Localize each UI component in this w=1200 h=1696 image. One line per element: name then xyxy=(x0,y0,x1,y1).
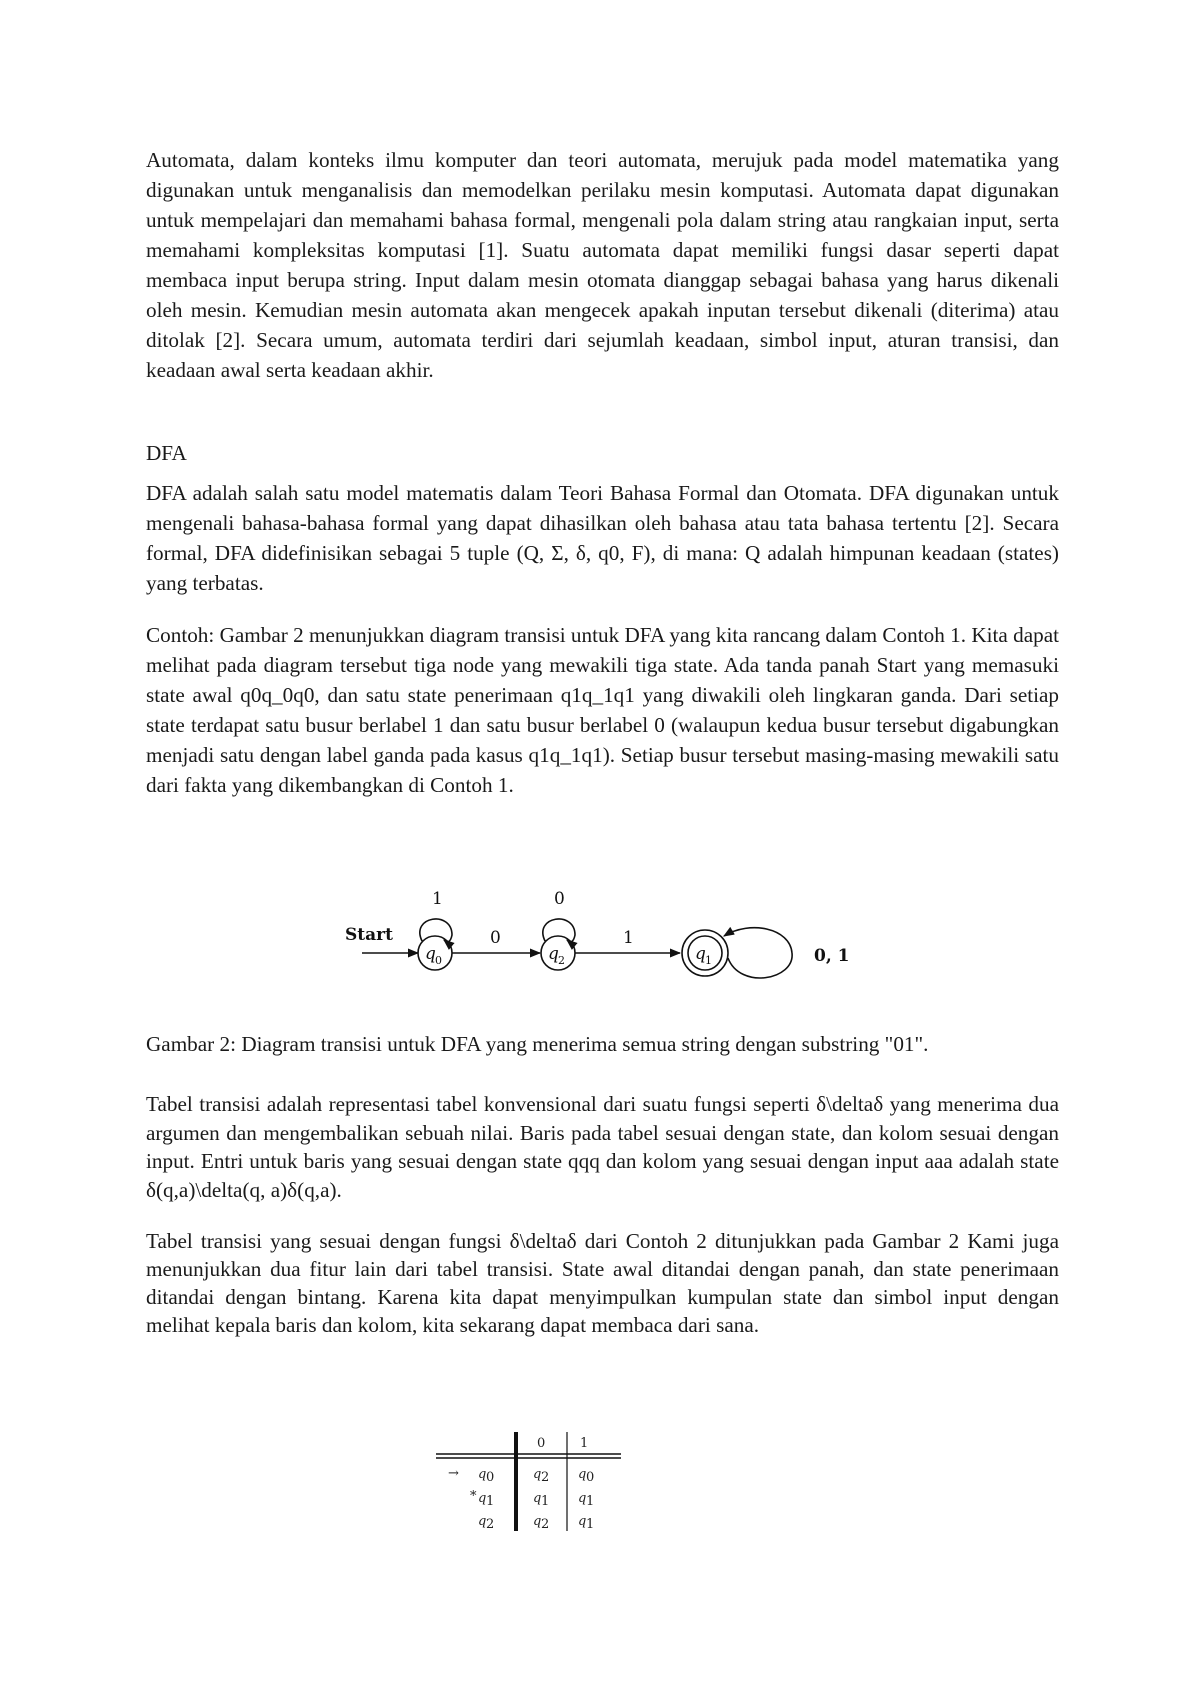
svg-text:2: 2 xyxy=(541,1470,550,1485)
transition-table xyxy=(436,1432,621,1532)
svg-text:q: q xyxy=(533,1514,542,1529)
loop-label-q2: 0 xyxy=(554,889,565,909)
svg-text:1: 1 xyxy=(705,954,712,967)
svg-text:q: q xyxy=(578,1467,587,1482)
svg-text:q: q xyxy=(478,1467,487,1482)
svg-text:q: q xyxy=(695,944,706,964)
column-header-0: 0 xyxy=(537,1436,546,1451)
example-paragraph: Contoh: Gambar 2 menunjukkan diagram transisi untuk DFA yang kita rancang dalam Contoh 1. Kita dapat melihat pada diagram tersebut tiga node yang mewakili tiga state. Ada tanda panah Start yang memasuki state awal q0q_0q0, dan satu state penerimaan q1q_1q1 yang diwakili oleh lingkaran ganda. Dari setiap state terdapat satu busur berlabel 1 dan satu busur berlabel 0 (walaupun kedua busur tersebut digabungkan menjadi satu dengan label ganda pada kasus q1q_1q1). Setiap busur tersebut masing-masing mewakili satu dari fakta yang dikembangkan di Contoh 1. xyxy=(146,623,1059,797)
start-marker: → xyxy=(448,1466,459,1481)
table-explanation-paragraph: Tabel transisi yang sesuai dengan fungsi δ\deltaδ dari Contoh 2 ditunjukkan pada Gambar 2 Kami juga menunjukkan dua fitur lain dari tabel transisi. State awal ditandai dengan panah, dan state penerimaan ditandai dengan bintang. Karena kita dapat menyimpulkan kumpulan state dan simbol input dengan melihat kepala baris dan kolom, kita sekarang dapat membaca dari sana. xyxy=(146,1229,1059,1337)
dfa-definition-paragraph: DFA adalah salah satu model matematis dalam Teori Bahasa Formal dan Otomata. DFA digunakan untuk mengenali bahasa-bahasa formal yang dapat dihasilkan oleh bahasa atau tata bahasa tertentu [2]. Secara formal, DFA didefinisikan sebagai 5 tuple (Q, Σ, δ, q0, F), di mana: Q adalah himpunan keadaan (states) yang terbatas. xyxy=(146,481,1059,595)
svg-text:q: q xyxy=(425,944,436,964)
intro-paragraph: Automata, dalam konteks ilmu komputer dan teori automata, merujuk pada model matematika yang digunakan untuk menganalisis dan memodelkan perilaku mesin komputasi. Automata dapat digunakan untuk mempelajari dan memahami bahasa formal, mengenali pola dalam string atau rangkaian input, serta memahami kompleksitas komputasi [1]. Suatu automata dapat memiliki fungsi dasar seperti dapat membaca input berupa string. Input dalam mesin otomata dianggap sebagai bahasa yang harus dikenali oleh mesin. Kemudian mesin automata akan mengecek apakah inputan tersebut dikenali (diterima) atau ditolak [2]. Secara umum, automata terdiri dari sejumlah keadaan, simbol input, aturan transisi, dan keadaan awal serta keadaan akhir. xyxy=(146,148,1059,382)
table-row xyxy=(470,1489,594,1509)
start-label: Start xyxy=(345,925,393,945)
state-q1-accepting xyxy=(682,930,728,976)
svg-text:q: q xyxy=(533,1467,542,1482)
svg-text:2: 2 xyxy=(541,1517,550,1532)
dfa-transition-diagram xyxy=(340,880,900,995)
self-loop-q1 xyxy=(724,928,792,978)
edge-label-q0-q2: 0 xyxy=(490,928,501,948)
svg-text:q: q xyxy=(478,1514,487,1529)
figure-caption: Gambar 2: Diagram transisi untuk DFA yang menerima semua string dengan substring "01". xyxy=(146,1032,929,1056)
svg-text:q: q xyxy=(478,1491,487,1506)
svg-text:q: q xyxy=(533,1491,542,1506)
self-loop-q2 xyxy=(543,919,575,942)
dfa-heading: DFA xyxy=(146,441,187,465)
svg-text:q: q xyxy=(578,1514,587,1529)
self-loop-q0 xyxy=(420,919,452,942)
table-intro-paragraph: Tabel transisi adalah representasi tabel konvensional dari suatu fungsi seperti δ\deltaδ yang menerima dua argumen dan mengembalikan sebuah nilai. Baris pada tabel sesuai dengan state, dan kolom sesuai dengan input. Entri untuk baris yang sesuai dengan state qqq dan kolom yang sesuai dengan input aaa adalah state δ(q,a)\delta(q, a)δ(q,a). xyxy=(146,1092,1059,1202)
svg-text:q: q xyxy=(578,1491,587,1506)
loop-label-q1: 0, 1 xyxy=(814,946,850,966)
table-row xyxy=(478,1514,594,1532)
svg-text:0: 0 xyxy=(435,954,442,967)
svg-text:1: 1 xyxy=(486,1494,495,1509)
svg-text:1: 1 xyxy=(586,1494,595,1509)
svg-text:1: 1 xyxy=(586,1517,595,1532)
loop-label-q0: 1 xyxy=(432,889,443,909)
svg-text:2: 2 xyxy=(558,954,565,967)
edge-label-q2-q1: 1 xyxy=(623,928,634,948)
column-header-1: 1 xyxy=(580,1436,589,1451)
svg-text:0: 0 xyxy=(586,1470,595,1485)
svg-text:q: q xyxy=(548,944,559,964)
accept-marker: * xyxy=(470,1489,477,1504)
svg-text:0: 0 xyxy=(486,1470,495,1485)
svg-text:1: 1 xyxy=(541,1494,550,1509)
table-row xyxy=(448,1466,594,1485)
svg-text:2: 2 xyxy=(486,1517,495,1532)
